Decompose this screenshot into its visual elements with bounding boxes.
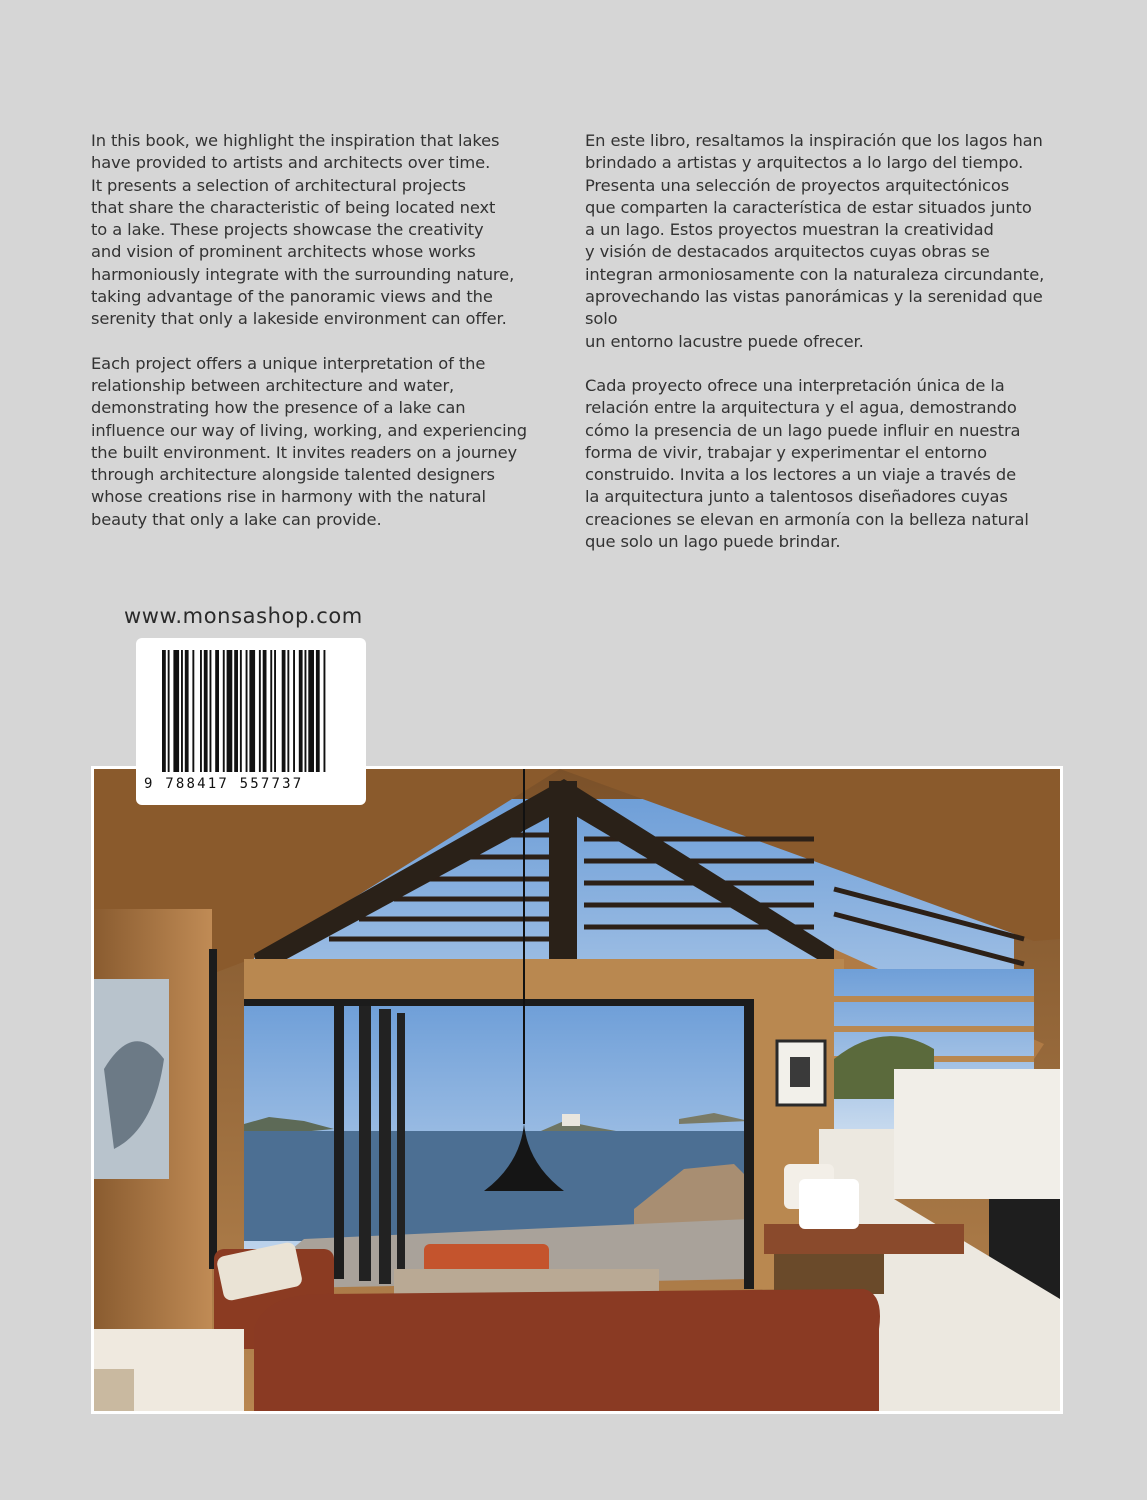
- barcode-bar: [324, 650, 326, 772]
- cover-photo: [91, 766, 1063, 1414]
- barcode-bar: [274, 650, 276, 772]
- barcode-bar: [282, 650, 286, 772]
- barcode-bar: [246, 650, 248, 772]
- barcode-bar: [305, 650, 307, 772]
- description-english: [91, 130, 581, 553]
- website-url: www.monsashop.com: [124, 604, 363, 628]
- barcode-bar: [200, 650, 202, 772]
- barcode-bar: [234, 650, 238, 772]
- barcode-bar: [192, 650, 194, 772]
- barcode-bars: [136, 638, 366, 778]
- interior-lake-view-image: [94, 769, 1060, 1411]
- paragraph-es-1: En este libro, resaltamos la inspiración que los lagos han brindado a artistas y arquitectos a lo largo del tiempo. Presenta una selección de proyectos arquitectónicos que comparten la característica de estar situados junto a un lago. Estos proyectos muestran la creatividad y visión de destacados arquitectos cuyas obras se integran armoniosamente con la naturaleza circundante, aprovechando las vistas panorámicas y la serenidad que solo un entorno lacustre puede ofrecer.: [585, 131, 1045, 351]
- barcode-bar: [287, 650, 289, 772]
- paragraph-en-2: Each project offers a unique interpretation of the relationship between architecture and water, demonstrating how the presence of a lake can influence our way of living, working, and experiencing the built environment. It invites readers on a journey through architecture alongside talented designers whose creations rise in harmony with the natural beauty that only a lake can provide.: [91, 353, 527, 529]
- paragraph-en-1: In this book, we highlight the inspiration that lakes have provided to artists and architects over time. It presents a selection of architectural projects that share the characteristic of being located next to a lake. These projects showcase the creativity and vision of prominent architects whose works harmoniously integrate with the surrounding nature, taking advantage of the panoramic views and the serenity that only a lakeside environment can offer.: [91, 131, 515, 329]
- barcode-bar: [240, 650, 242, 772]
- barcode-number: 9 788417 557737: [144, 776, 304, 792]
- barcode-bar: [223, 650, 225, 772]
- barcode-bar: [308, 650, 314, 772]
- barcode-bar: [270, 650, 272, 772]
- barcode-bar: [181, 650, 183, 772]
- barcode-bar: [249, 650, 255, 772]
- barcode-bar: [204, 650, 208, 772]
- barcode-bar: [185, 650, 189, 772]
- barcode-bar: [215, 650, 219, 772]
- barcode-bar: [173, 650, 179, 772]
- barcode-bar: [259, 650, 261, 772]
- barcode-bar: [227, 650, 233, 772]
- barcode-bar: [162, 650, 166, 772]
- barcode-bar: [210, 650, 212, 772]
- description-spanish: [585, 130, 1075, 575]
- barcode-bar: [316, 650, 320, 772]
- paragraph-es-2: Cada proyecto ofrece una interpretación única de la relación entre la arquitectura y el agua, demostrando cómo la presencia de un lago puede influir en nuestra forma de vivir, trabajar y experimentar el entorno construido. Invita a los lectores a un viaje a través de la arquitectura junto a talentosos diseñadores cuyas creaciones se elevan en armonía con la belleza natural que solo un lago puede brindar.: [585, 375, 1029, 552]
- isbn-barcode: [136, 638, 366, 805]
- barcode-bar: [293, 650, 295, 772]
- barcode-bar: [263, 650, 267, 772]
- barcode-bar: [299, 650, 303, 772]
- barcode-bar: [168, 650, 170, 772]
